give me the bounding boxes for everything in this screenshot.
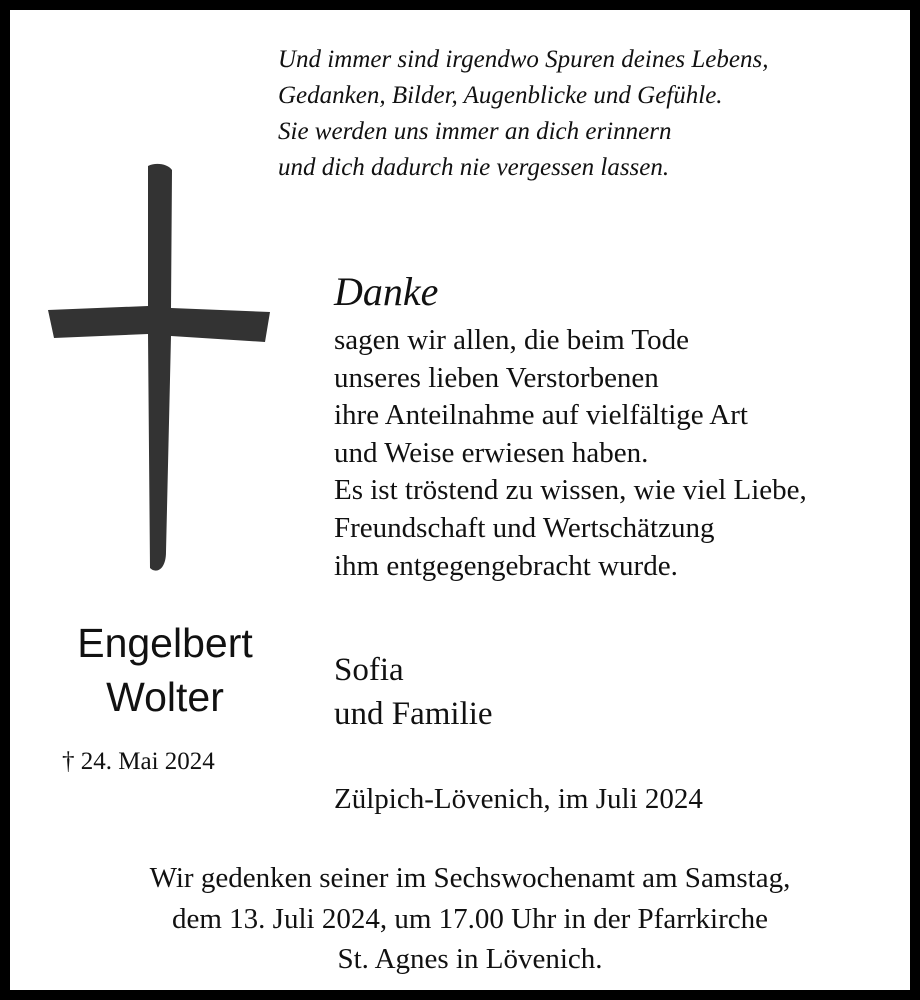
poem-line: Und immer sind irgendwo Spuren deines Lebens, [278, 46, 769, 73]
memorial-line: St. Agnes in Lövenich. [337, 943, 603, 975]
deceased-last-name: Wolter [106, 674, 224, 720]
thanks-line: ihm entgegengebracht wurde. [334, 549, 678, 582]
signer-line: Sofia [334, 652, 404, 688]
dagger-icon: † [62, 748, 75, 775]
thanks-title: Danke [334, 269, 439, 314]
place-date: Zülpich-Lövenich, im Juli 2024 [334, 783, 703, 815]
memorial-line: Wir gedenken seiner im Sechswochenamt am Samstag, [149, 862, 791, 894]
thanks-line: Freundschaft und Wertschätzung [334, 511, 715, 544]
thanks-line: ihre Anteilnahme auf vielfältige Art [334, 399, 748, 432]
thanks-line: und Weise erwiesen haben. [334, 436, 649, 469]
deceased-name [40, 616, 290, 724]
death-date-line [62, 744, 215, 780]
memorial-line: dem 13. Juli 2024, um 17.00 Uhr in der Pfarrkirche [171, 902, 768, 935]
poem-line: Gedanken, Bilder, Augenblicke und Gefühle. [278, 82, 723, 109]
thanks-line: Es ist tröstend zu wissen, wie viel Liebe, [334, 474, 807, 507]
deceased-first-name: Engelbert [77, 620, 253, 666]
thanks-line: sagen wir allen, die beim Tode [334, 324, 689, 356]
cross-icon [44, 160, 274, 580]
thanks-text [334, 322, 807, 585]
memorial-notice [20, 858, 920, 980]
signer-line: und Familie [334, 696, 493, 732]
signers [334, 648, 493, 736]
death-date: 24. Mai 2024 [80, 748, 215, 775]
thanks-line: unseres lieben Verstorbenen [334, 361, 659, 394]
poem [278, 42, 918, 186]
poem-line: und dich dadurch nie vergessen lassen. [278, 154, 670, 181]
poem-line: Sie werden uns immer an dich erinnern [278, 118, 672, 145]
